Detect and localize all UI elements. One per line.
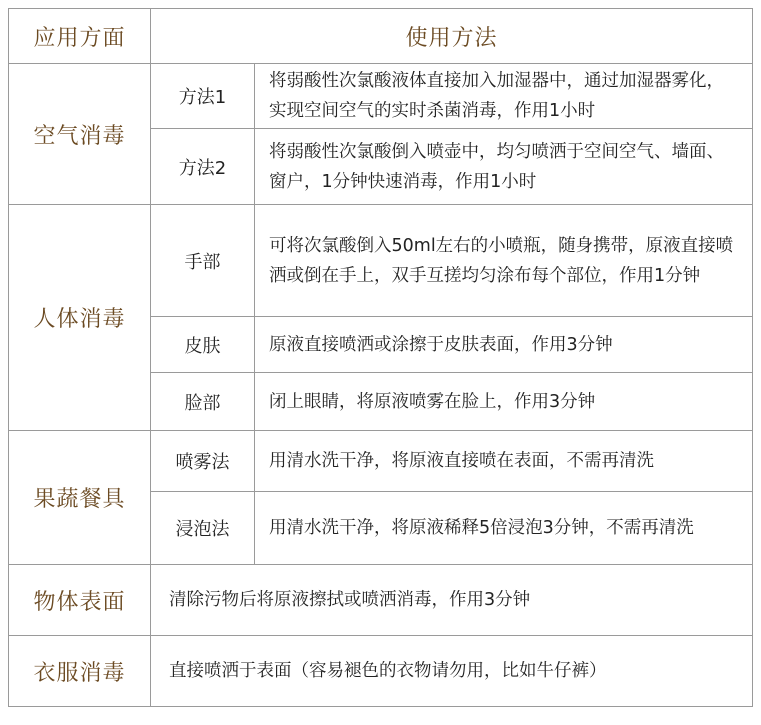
table-header-row <box>9 9 753 64</box>
method-label: 皮肤 <box>151 317 255 373</box>
area-clothes: 衣服消毒 <box>9 636 151 707</box>
method-description: 原液直接喷洒或涂擦于皮肤表面，作用3分钟 <box>255 317 753 373</box>
method-label: 浸泡法 <box>151 492 255 565</box>
area-body: 人体消毒 <box>9 205 151 431</box>
area-air: 空气消毒 <box>9 64 151 205</box>
header-area: 应用方面 <box>9 9 151 64</box>
usage-table <box>8 8 753 707</box>
area-surface: 物体表面 <box>9 565 151 636</box>
method-label: 手部 <box>151 205 255 317</box>
method-label: 方法1 <box>151 64 255 129</box>
table-row <box>9 565 753 636</box>
method-description: 闭上眼睛，将原液喷雾在脸上，作用3分钟 <box>255 373 753 431</box>
table-row <box>9 636 753 707</box>
method-label: 脸部 <box>151 373 255 431</box>
method-label: 喷雾法 <box>151 431 255 492</box>
area-produce: 果蔬餐具 <box>9 431 151 565</box>
table-row <box>9 431 753 492</box>
method-description: 清除污物后将原液擦拭或喷洒消毒，作用3分钟 <box>151 565 753 636</box>
method-label: 方法2 <box>151 129 255 205</box>
method-description: 可将次氯酸倒入50ml左右的小喷瓶，随身携带，原液直接喷洒或倒在手上，双手互搓均匀涂布每个部位，作用1分钟 <box>255 205 753 317</box>
header-method: 使用方法 <box>151 9 753 64</box>
method-description: 将弱酸性次氯酸液体直接加入加湿器中，通过加湿器雾化，实现空间空气的实时杀菌消毒，作用1小时 <box>255 64 753 129</box>
table-row <box>9 64 753 129</box>
usage-table-container <box>8 8 752 718</box>
table-row <box>9 205 753 317</box>
method-description: 用清水洗干净，将原液稀释5倍浸泡3分钟，不需再清洗 <box>255 492 753 565</box>
method-description: 将弱酸性次氯酸倒入喷壶中，均匀喷洒于空间空气、墙面、窗户，1分钟快速消毒，作用1小时 <box>255 129 753 205</box>
method-description: 直接喷洒于表面（容易褪色的衣物请勿用，比如牛仔裤） <box>151 636 753 707</box>
method-description: 用清水洗干净，将原液直接喷在表面，不需再清洗 <box>255 431 753 492</box>
